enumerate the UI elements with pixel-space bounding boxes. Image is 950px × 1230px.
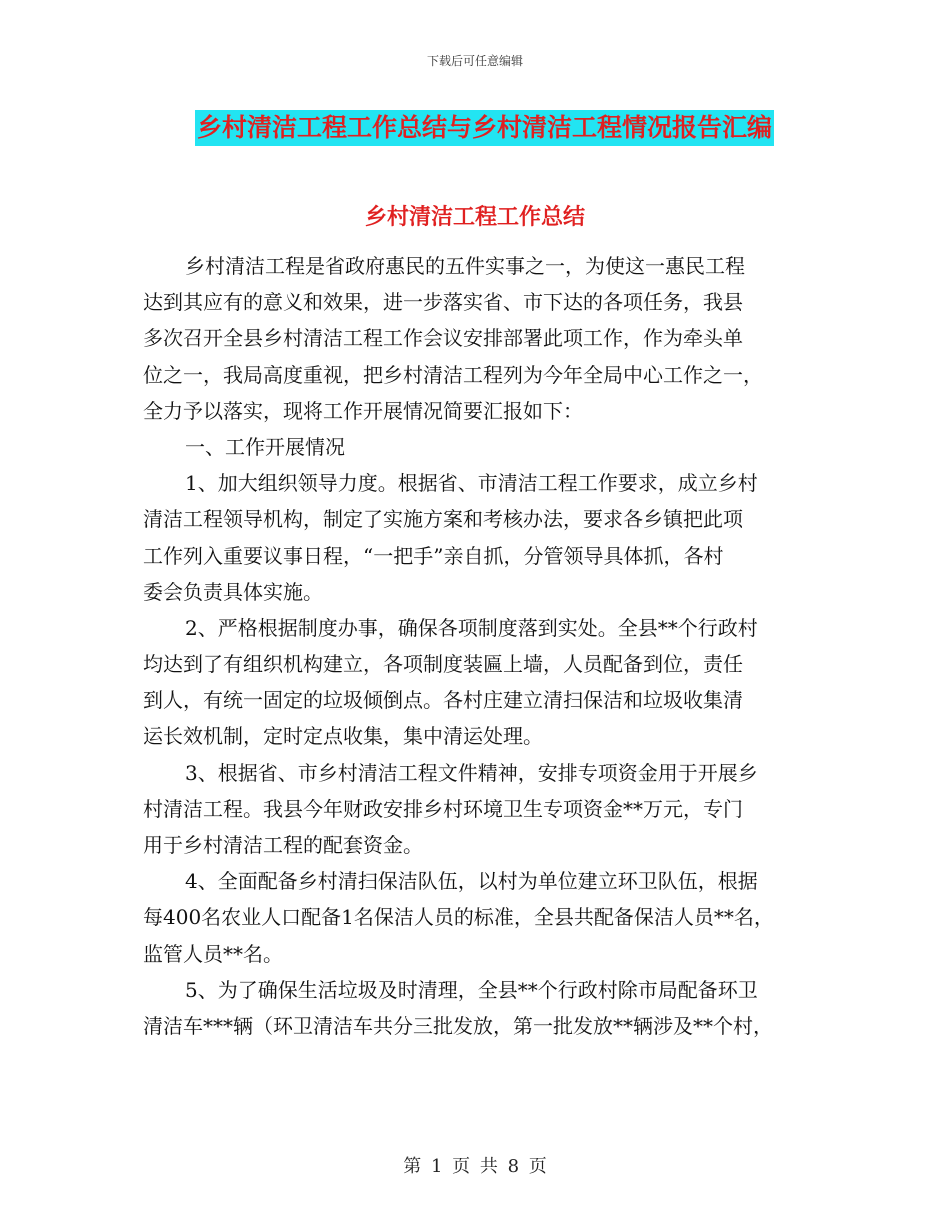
paragraph (143, 610, 823, 755)
text-line: 全力予以落实，现将工作开展情况简要汇报如下： (143, 398, 583, 423)
text-line: 达到其应有的意义和效果，进一步落实省、市下达的各项任务，我县 (143, 290, 743, 315)
text-line: 清洁车***辆（环卫清洁车共分三批发放，第一批发放**辆涉及**个村， (143, 1013, 773, 1038)
text-line: 2、严格根据制度办事，确保各项制度落到实处。全县**个行政村 (185, 615, 758, 640)
text-line: 村清洁工程。我县今年财政安排乡村环境卫生专项资金**万元，专门 (143, 796, 743, 821)
paragraph (143, 429, 823, 465)
document-title: 乡村清洁工程工作总结与乡村清洁工程情况报告汇编 (195, 110, 774, 146)
document-body (143, 248, 823, 1044)
text-line: 乡村清洁工程是省政府惠民的五件实事之一，为使这一惠民工程 (185, 254, 745, 278)
text-line: 多次召开全县乡村清洁工程工作会议安排部署此项工作，作为牵头单 (143, 326, 743, 351)
text-line: 监管人员**名。 (143, 941, 283, 966)
section-title: 乡村清洁工程工作总结 (364, 205, 585, 230)
paragraph (143, 972, 823, 1044)
text-line: 每400名农业人口配备1名保洁人员的标准，全县共配备保洁人员**名， (143, 905, 774, 930)
text-line: 位之一，我局高度重视，把乡村清洁工程列为今年全局中心工作之一， (143, 362, 763, 387)
paragraph (143, 248, 823, 429)
paragraph (143, 863, 823, 972)
text-line: 5、为了确保生活垃圾及时清理，全县**个行政村除市局配备环卫 (185, 977, 758, 1002)
header-note: 下载后可任意编辑 (426, 54, 523, 68)
text-line: 到人，有统一固定的垃圾倾倒点。各村庄建立清扫保洁和垃圾收集清 (143, 688, 743, 713)
text-line: 运长效机制，定时定点收集，集中清运处理。 (143, 724, 543, 749)
text-line: 一、工作开展情况 (185, 434, 345, 459)
page-number: 第 1 页 共 8 页 (403, 1156, 547, 1177)
paragraph (143, 465, 823, 610)
text-line: 用于乡村清洁工程的配套资金。 (143, 833, 423, 857)
text-line: 3、根据省、市乡村清洁工程文件精神，安排专项资金用于开展乡 (185, 760, 758, 785)
text-line: 1、加大组织领导力度。根据省、市清洁工程工作要求，成立乡村 (185, 471, 758, 496)
paragraph (143, 755, 823, 864)
text-line: 均达到了有组织机构建立，各项制度装匾上墙，人员配备到位，责任 (143, 652, 743, 677)
text-line: 工作列入重要议事日程，“一把手”亲自抓，分管领导具体抓，各村 (143, 543, 724, 568)
text-line: 清洁工程领导机构，制定了实施方案和考核办法，要求各乡镇把此项 (143, 507, 743, 532)
text-line: 4、全面配备乡村清扫保洁队伍，以村为单位建立环卫队伍，根据 (185, 869, 758, 894)
text-line: 委会负责具体实施。 (143, 579, 323, 604)
